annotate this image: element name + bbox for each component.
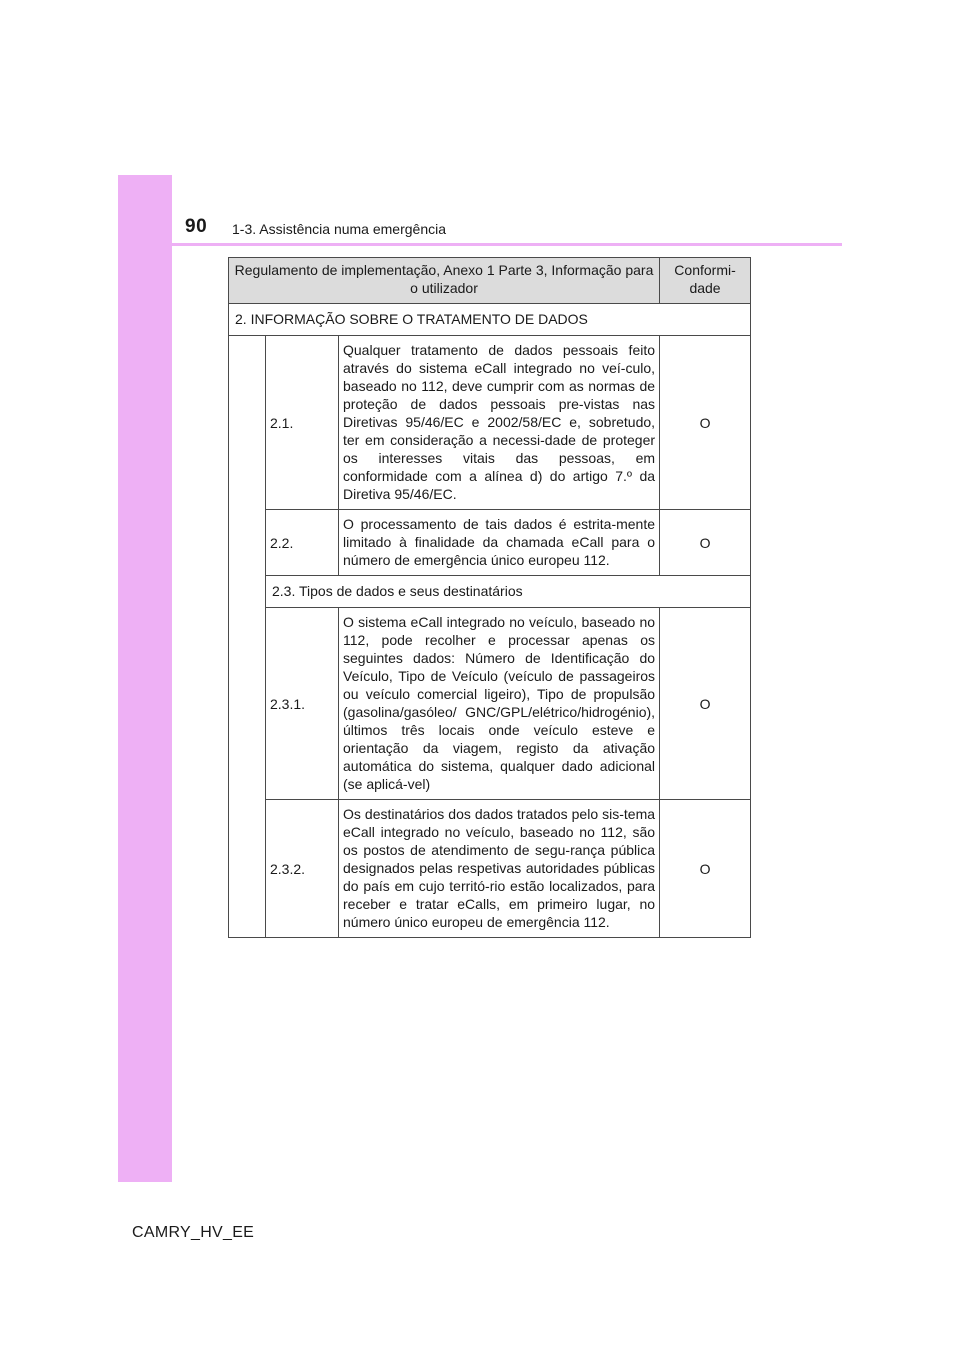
row-conformity: O [660, 608, 751, 800]
indent-cell [229, 336, 266, 938]
subsection-row [229, 576, 751, 608]
section-2-3-title: 2.3. Tipos de dados e seus destinatários [266, 576, 751, 608]
row-number: 2.2. [266, 510, 339, 576]
table-header-row [229, 258, 751, 304]
row-number: 2.3.2. [266, 800, 339, 938]
row-conformity: O [660, 510, 751, 576]
header-divider [118, 243, 842, 246]
row-number: 2.1. [266, 336, 339, 510]
header-regulation: Regulamento de implementação, Anexo 1 Parte 3, Informação para o utilizador [229, 258, 660, 304]
side-color-strip [118, 175, 172, 1182]
page-number: 90 [185, 216, 208, 237]
row-conformity: O [660, 800, 751, 938]
table-row [229, 336, 751, 510]
row-text: O processamento de tais dados é estrita-mente limitado à finalidade da chamada eCall para o número de emergência único europeu 112. [339, 510, 660, 576]
row-text: Os destinatários dos dados tratados pelo sis-tema eCall integrado no veículo, baseado no 112, são os postos de atendimento de segu-rança pública designados pelas respetivas autoridades públicas do país em cujo territó-rio estão localizados, para receber e tratar eCalls, em primeiro lugar, no número único europeu de emergência 112. [339, 800, 660, 938]
footer-model-code: CAMRY_HV_EE [132, 1224, 255, 1241]
section-2-title: 2. INFORMAÇÃO SOBRE O TRATAMENTO DE DADOS [229, 304, 751, 336]
header-conformity: Conformi-dade [660, 258, 751, 304]
regulation-table [228, 257, 751, 938]
row-number: 2.3.1. [266, 608, 339, 800]
table-row [229, 608, 751, 800]
table-row [229, 800, 751, 938]
row-text: Qualquer tratamento de dados pessoais feito através do sistema eCall integrado no veí-culo, baseado no 112, deve cumprir com as normas de proteção de dados pessoais pre-vistas nas Diretivas 95/46/EC e 2002/58/EC e, sobretudo, ter em consideração a necessi-dade de proteger os interesses vitais das pessoas, em conformidade com a alínea d) do artigo 7.º da Diretiva 95/46/EC. [339, 336, 660, 510]
section-title: 1-3. Assistência numa emergência [232, 221, 446, 237]
table-row [229, 510, 751, 576]
row-conformity: O [660, 336, 751, 510]
section-row [229, 304, 751, 336]
row-text: O sistema eCall integrado no veículo, baseado no 112, pode recolher e processar apenas os seguintes dados: Número de Identificação do Veículo, Tipo de Veículo (veículo de passageiros ou veículo comercial ligeiro), Tipo de propulsão (gasolina/gasóleo/ GNC/GPL/elétrico/hidrogénio), últimos três locais onde veículo esteve e orientação da viagem, registo da ativação automática do sistema, qualquer dado adicional (se aplicá-vel) [339, 608, 660, 800]
